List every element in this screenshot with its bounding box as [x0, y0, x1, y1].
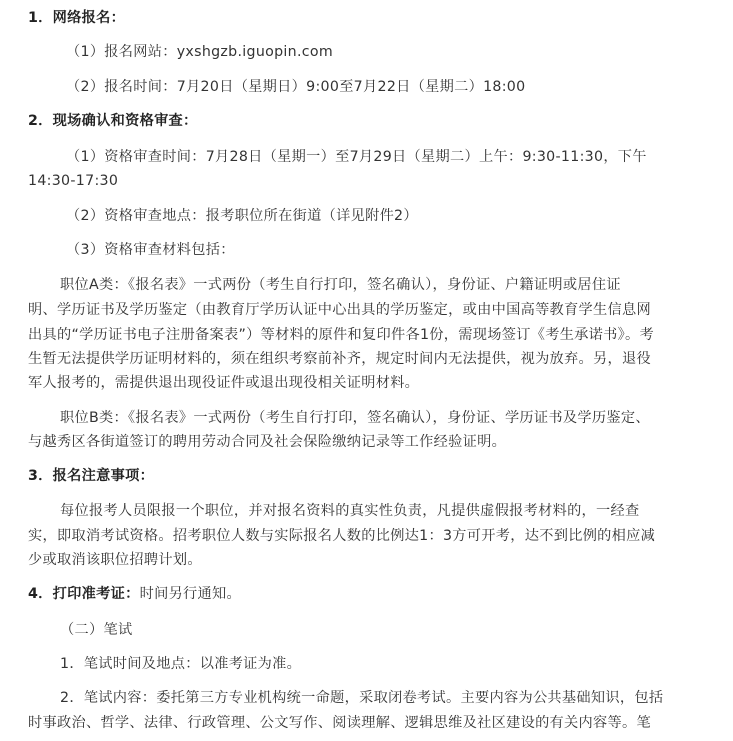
review-time-line2: 14:30-17:30: [28, 173, 119, 189]
category-a-line4: 生暂无法提供学历证明材料的，须在组织考察前补齐，规定时间内无法提供，视为放弃。另，退役: [28, 351, 651, 367]
exam-time-location-label: 1．笔试时间及地点：: [60, 656, 200, 672]
registration-time: （2）报名时间：7月20日（星期日）9:00至7月22日（星期二）18:00: [66, 79, 526, 95]
category-a-line2: 明、学历证书及学历鉴定（由教育厅学历认证中心出具的学历鉴定，或由中国高等教育学生信息网: [28, 302, 651, 318]
notes-line1: 每位报考人员限报一个职位，并对报名资料的真实性负责，凡提供虚假报考材料的，一经查: [60, 503, 640, 519]
exam-time-location-text: 以准考证为准。: [199, 656, 302, 672]
heading-online-registration: 1．网络报名：: [28, 10, 126, 26]
print-admission-text: 时间另行通知。: [139, 586, 242, 602]
print-admission-ticket: [28, 583, 733, 605]
exam-content-line2: 时事政治、哲学、法律、行政管理、公文写作、阅读理解、逻辑思维及社区建设的有关内容等。笔: [28, 715, 651, 731]
category-b-line1: 职位B类：《报名表》一式两份（考生自行打印，签名确认），身份证、学历证书及学历鉴定、: [60, 410, 650, 426]
notes-line2: 实，即取消考试资格。招考职位人数与实际报名人数的比例达1：3方可开考，达不到比例的相应减: [28, 528, 656, 544]
heading-registration-notes: 3．报名注意事项：: [28, 468, 155, 484]
category-b-line2: 与越秀区各街道签订的聘用劳动合同及社会保险缴纳记录等工作经验证明。: [28, 434, 507, 450]
category-a-line5: 军人报考的，需提供退出现役证件或退出现役相关证明材料。: [28, 375, 420, 391]
review-materials-intro: （3）资格审查材料包括：: [66, 242, 235, 258]
review-location: （2）资格审查地点：报考职位所在街道（详见附件2）: [66, 208, 418, 224]
heading-onsite-confirmation: 2．现场确认和资格审查：: [28, 113, 198, 129]
category-a-line1: 职位A类：《报名表》一式两份（考生自行打印，签名确认），身份证、户籍证明或居住证: [60, 277, 621, 293]
registration-website: （1）报名网站：yxshgzb.iguopin.com: [66, 44, 333, 60]
exam-time-location: [60, 653, 733, 675]
notes-line3: 少或取消该职位招聘计划。: [28, 552, 202, 568]
exam-content-label: 2．笔试内容：: [60, 690, 157, 706]
category-a-line3: 出具的“学历证书电子注册备案表”）等材料的原件和复印件各1份，需现场签订《考生承诺书》。考: [28, 327, 655, 343]
exam-content-line1: [60, 687, 733, 709]
section-written-exam: （二）笔试: [60, 622, 133, 638]
review-time-line1: （1）资格审查时间：7月28日（星期一）至7月29日（星期二）上午：9:30-11:30，下午: [66, 149, 647, 165]
heading-print-admission: 4．打印准考证：: [28, 586, 140, 602]
exam-content-text: 委托第三方专业机构统一命题，采取闭卷考试。主要内容为公共基础知识，包括: [156, 690, 664, 706]
